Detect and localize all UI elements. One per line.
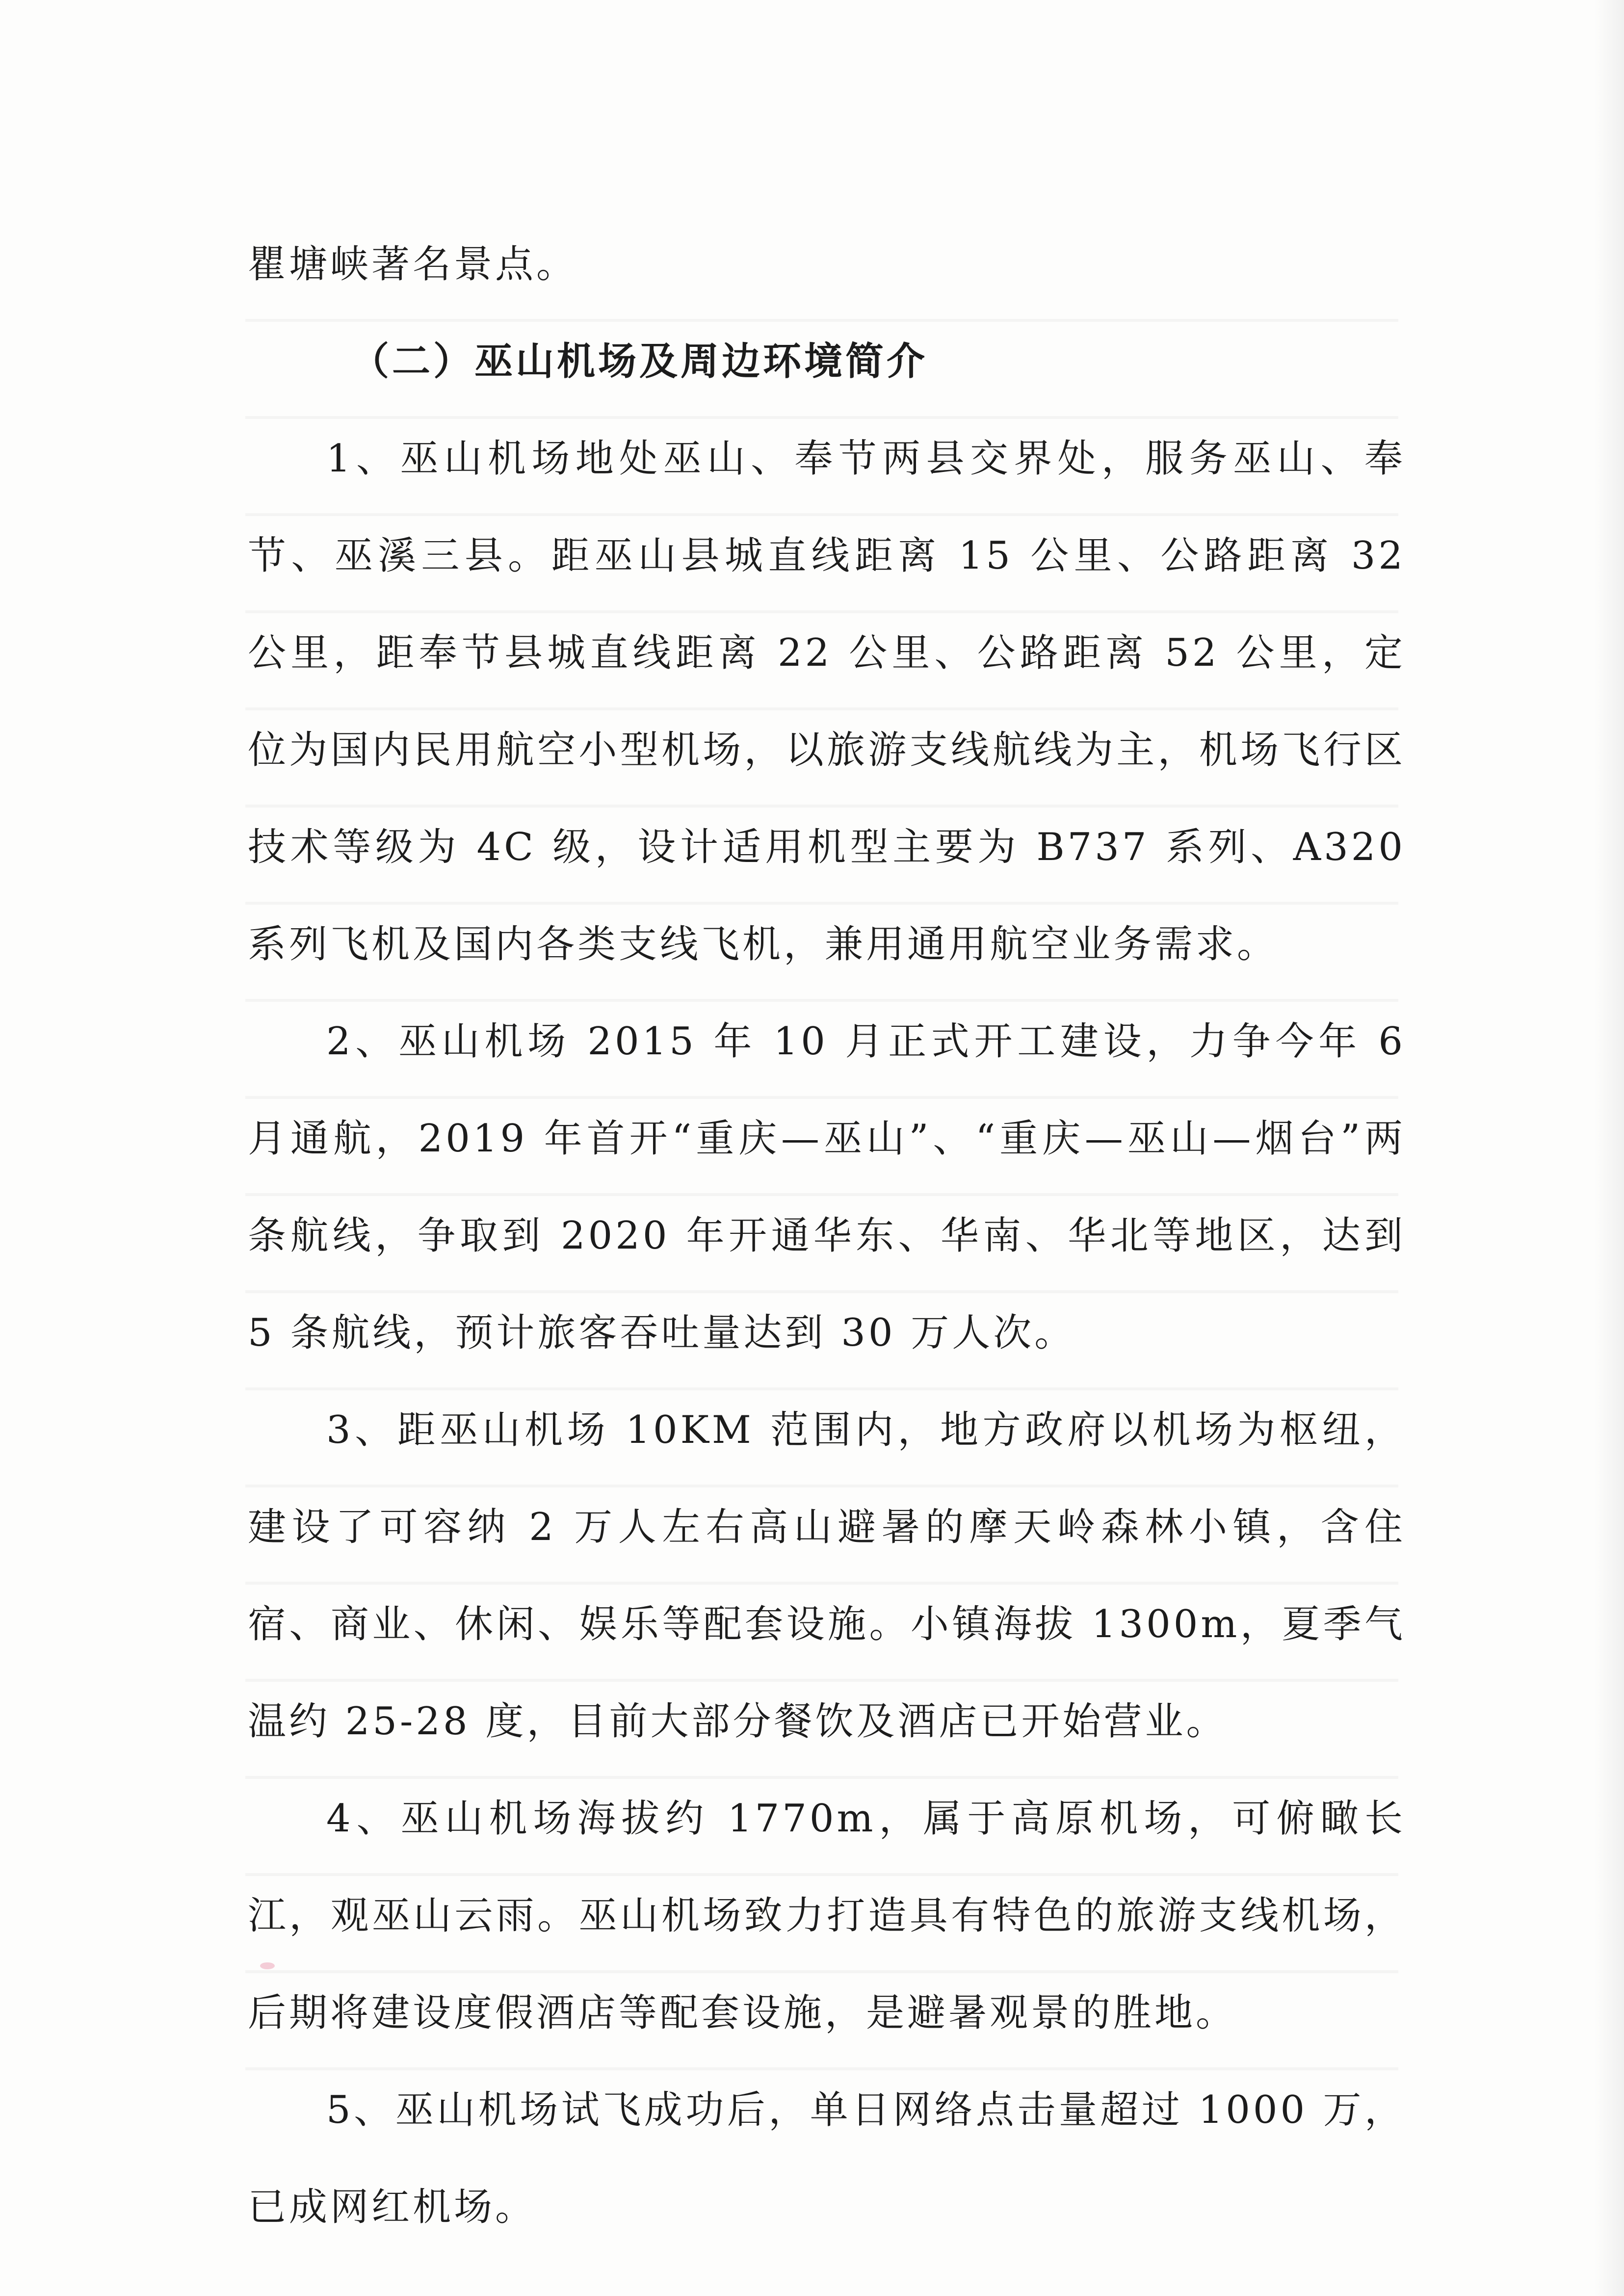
paragraph-4: 4、巫山机场海拔约 1770m，属于高原机场，可俯瞰长江，观巫山云雨。巫山机场致力打造具有特色的旅游支线机场，后期将建设度假酒店等配套设施，是避暑观景的胜地。 [248, 1797, 1406, 2035]
paragraph-1: 1、巫山机场地处巫山、奉节两县交界处，服务巫山、奉节、巫溪三县。距巫山县城直线距离 15 公里、公路距离 32 公里，距奉节县城直线距离 22 公里、公路距离 52 公里，定位为国内民用航空小型机场，以旅游支线航线为主，机场飞行区技术等级为 4C 级，设计适用机型主要为 B737 系列、A320 系列飞机及国内各类支线飞机，兼用通用航空业务需求。 [248, 437, 1406, 966]
section-heading: （二）巫山机场及周边环境简介 [351, 339, 928, 384]
ink-smudge [260, 1962, 275, 1969]
paragraph-3: 3、距巫山机场 10KM 范围内，地方政府以机场为枢纽，建设了可容纳 2 万人左右高山避暑的摩天岭森林小镇，含住宿、商业、休闲、娱乐等配套设施。小镇海拔 1300m，夏季气温约 25-28 度，目前大部分餐饮及酒店已开始营业。 [248, 1408, 1406, 1744]
page-edge-shadow [1595, 0, 1624, 2296]
paragraph-5: 5、巫山机场试飞成功后，单日网络点击量超过 1000 万，已成网红机场。 [248, 2088, 1406, 2229]
document-body [248, 216, 1406, 2256]
continuation-text: 瞿塘峡著名景点。 [248, 242, 578, 287]
paragraph-2: 2、巫山机场 2015 年 10 月正式开工建设，力争今年 6 月通航，2019 年首开“重庆—巫山”、“重庆—巫山—烟台”两条航线，争取到 2020 年开通华东、华南、华北等地区，达到 5 条航线，预计旅客吞吐量达到 30 万人次。 [248, 1019, 1406, 1355]
